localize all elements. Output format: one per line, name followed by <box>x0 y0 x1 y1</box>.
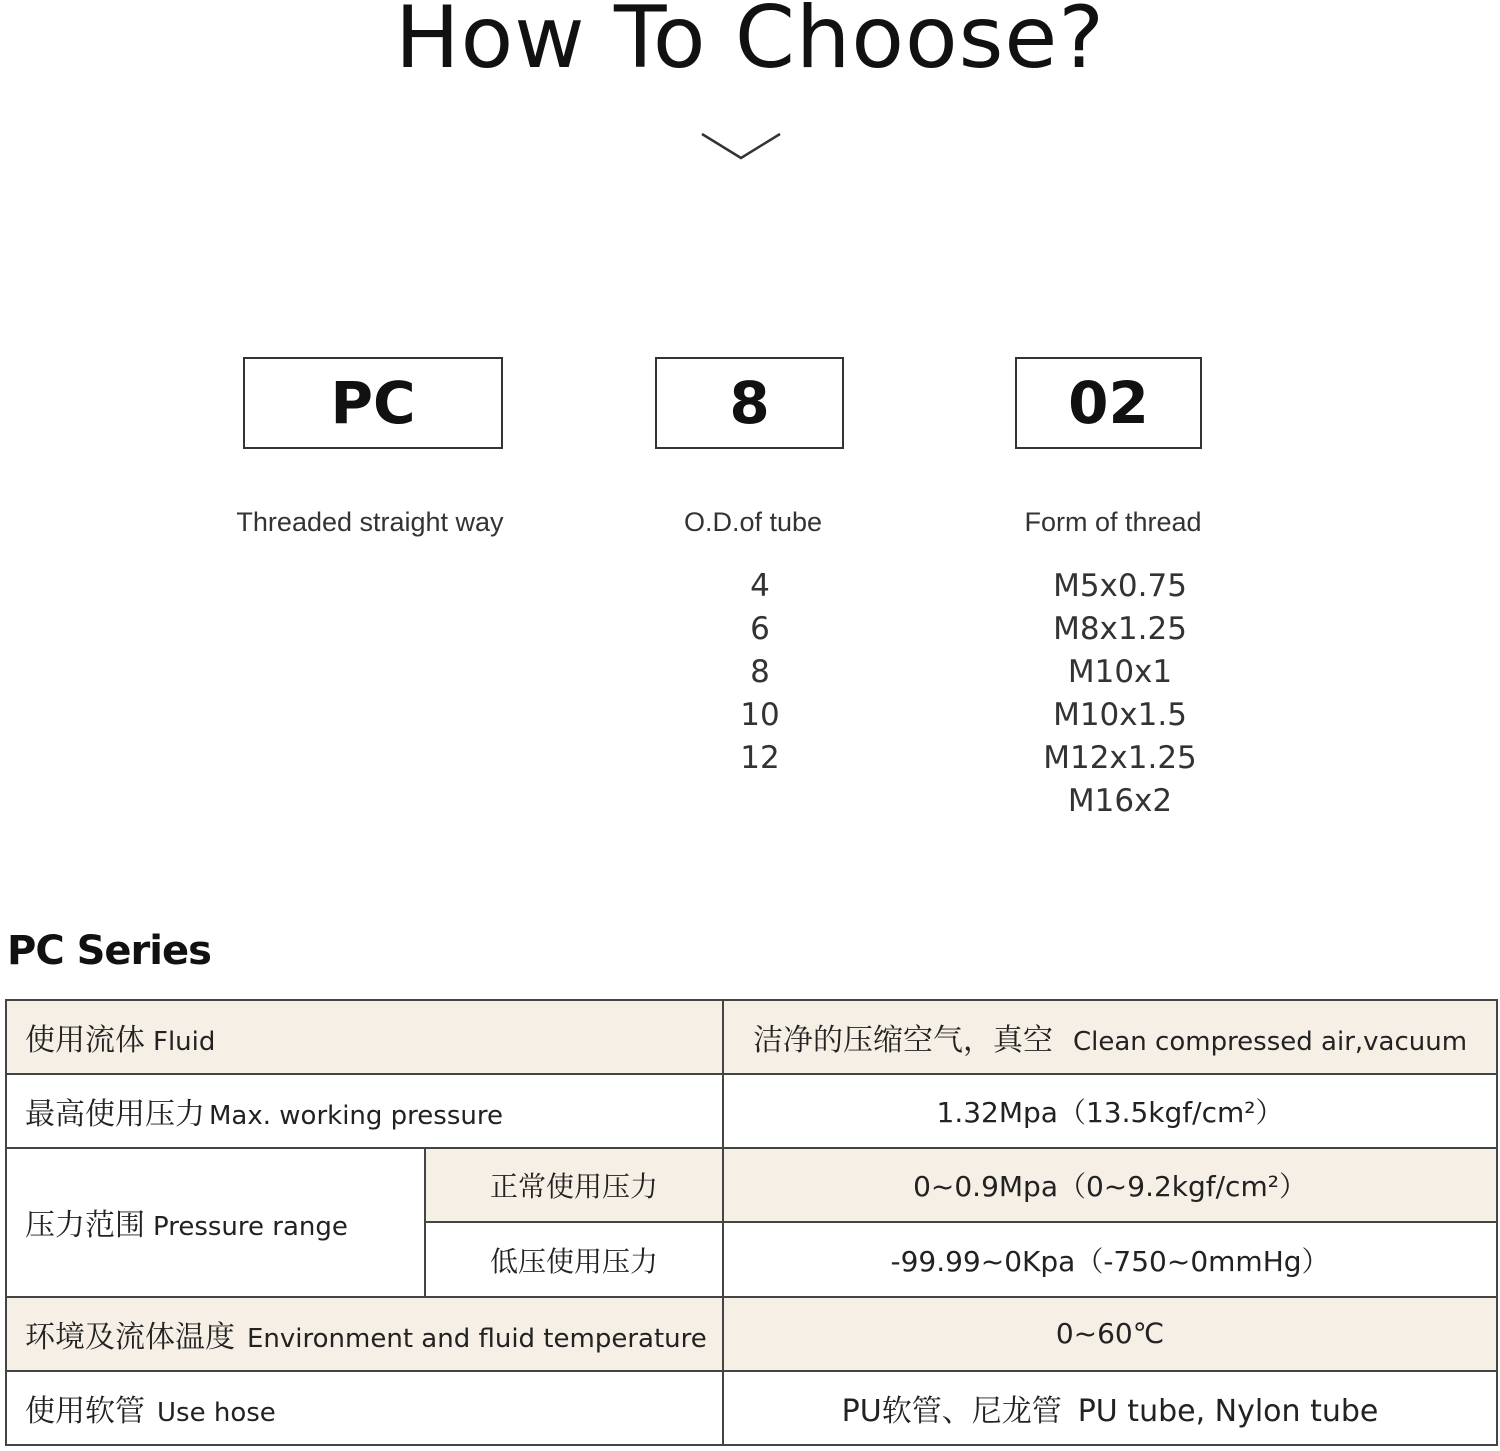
fluid-label-cn: 使用流体 <box>25 1023 145 1059</box>
od-option: 4 <box>750 568 770 604</box>
thread-options-list <box>1020 566 1220 824</box>
series-code-label: Threaded straight way <box>236 507 504 537</box>
od-option: 12 <box>740 740 780 776</box>
max-pressure-value: 1.32Mpa（13.5kgf/cm²） <box>723 1074 1497 1148</box>
pressure-range-label-cell <box>6 1148 425 1296</box>
series-title: PC Series <box>7 928 211 974</box>
spec-table <box>5 999 1498 1446</box>
thread-option: M5x0.75 <box>1053 568 1187 604</box>
pressure-range-label-cn: 压力范围 <box>25 1208 145 1244</box>
pressure-range-label-en: Pressure range <box>153 1212 348 1243</box>
thread-option: M10x1 <box>1067 654 1173 690</box>
max-pressure-label-cell <box>6 1074 723 1148</box>
page-title: How To Choose? <box>395 0 1105 88</box>
od-code-label: O.D.of tube <box>683 507 823 537</box>
od-option: 8 <box>750 654 770 690</box>
fluid-value-cn: 洁净的压缩空气，真空 <box>752 1023 1053 1059</box>
hose-value-cell <box>723 1371 1497 1445</box>
hose-label-cell <box>6 1371 723 1445</box>
fluid-value-cell <box>723 1000 1497 1074</box>
temperature-value: 0~60℃ <box>723 1297 1497 1371</box>
max-pressure-label-cn: 最高使用压力 <box>25 1097 205 1133</box>
hose-label-cn: 使用软管 <box>25 1393 145 1429</box>
temperature-label-en: Environment and fluid temperature <box>247 1323 707 1354</box>
table-row <box>6 1000 1497 1074</box>
chevron-down-icon <box>700 130 782 162</box>
table-row <box>6 1148 1497 1222</box>
table-row <box>6 1371 1497 1445</box>
fluid-value-en: Clean compressed air,vacuum <box>1072 1027 1468 1058</box>
normal-pressure-label: 正常使用压力 <box>425 1148 723 1222</box>
low-pressure-value: -99.99~0Kpa（-750~0mmHg） <box>723 1222 1497 1296</box>
od-option: 10 <box>740 697 780 733</box>
thread-option: M10x1.5 <box>1053 697 1187 733</box>
od-option: 6 <box>750 611 770 647</box>
hose-value-en: PU tube, Nylon tube <box>1077 1393 1379 1429</box>
thread-code-label: Form of thread <box>1024 507 1202 537</box>
fluid-label-en: Fluid <box>153 1027 216 1058</box>
od-code-box: 8 <box>655 357 844 449</box>
hose-value-cn: PU软管、尼龙管 <box>841 1393 1062 1429</box>
series-code-box: PC <box>243 357 503 449</box>
table-row <box>6 1074 1497 1148</box>
normal-pressure-value: 0~0.9Mpa（0~9.2kgf/cm²） <box>723 1148 1497 1222</box>
temperature-label-cn: 环境及流体温度 <box>25 1319 235 1355</box>
temperature-label-cell <box>6 1297 723 1371</box>
od-options-list <box>700 566 820 781</box>
hose-label-en: Use hose <box>157 1397 276 1428</box>
thread-code-box: 02 <box>1015 357 1202 449</box>
thread-option: M8x1.25 <box>1053 611 1187 647</box>
max-pressure-label-en: Max. working pressure <box>209 1101 503 1132</box>
thread-option: M16x2 <box>1067 783 1173 819</box>
thread-option: M12x1.25 <box>1043 740 1197 776</box>
fluid-label-cell <box>6 1000 723 1074</box>
low-pressure-label: 低压使用压力 <box>425 1222 723 1296</box>
table-row <box>6 1297 1497 1371</box>
